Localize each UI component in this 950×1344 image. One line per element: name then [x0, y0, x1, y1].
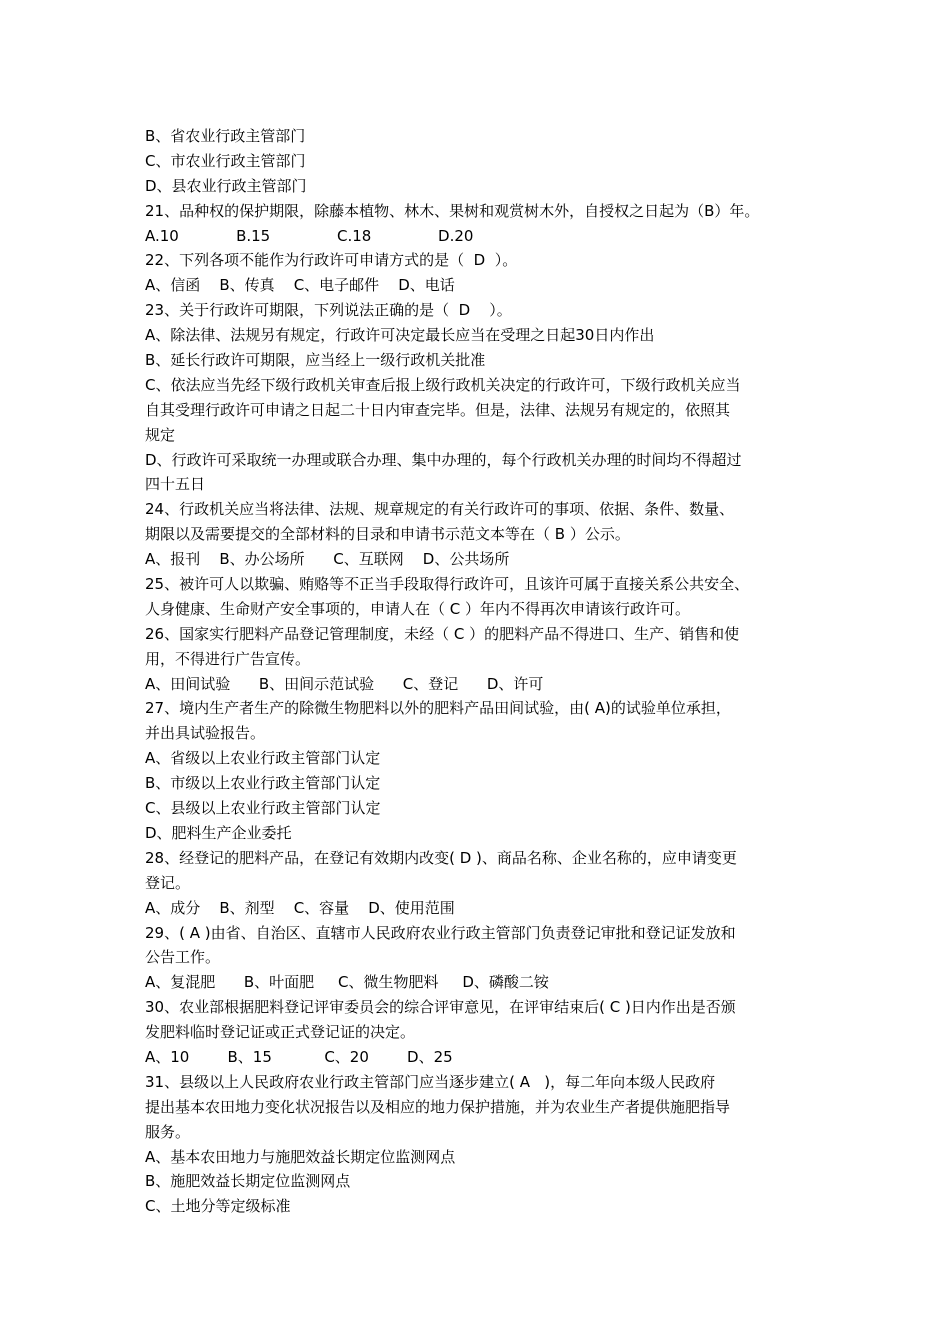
text-line: 自其受理行政许可申请之日起二十日内审查完毕。但是，法律、法规另有规定的，依照其	[145, 400, 731, 419]
text-line: 服务。	[145, 1122, 191, 1141]
text-line: B、市级以上农业行政主管部门认定	[145, 774, 381, 793]
document-body	[145, 124, 835, 1219]
text-line: 提出基本农田地力变化状况报告以及相应的地力保护措施，并为农业生产者提供施肥指导	[145, 1097, 731, 1116]
text-line: 公告工作。	[145, 948, 221, 967]
text-line: A、田间试验 B、田间示范试验 C、登记 D、许可	[145, 674, 544, 693]
text-line: B、延长行政许可期限，应当经上一级行政机关批准	[145, 351, 486, 370]
question-27: 27、境内生产者生产的除微生物肥料以外的肥料产品田间试验，由( A)的试验单位承担，	[145, 699, 731, 718]
text-line: C、依法应当先经下级行政机关审查后报上级行政机关决定的行政许可，下级行政机关应当	[145, 375, 741, 394]
text-line: A、报刊 B、办公场所 C、互联网 D、公共场所	[145, 550, 510, 569]
text-line: C、县级以上农业行政主管部门认定	[145, 799, 381, 818]
text-line: A、信函 B、传真 C、电子邮件 D、电话	[145, 276, 455, 295]
text-line: A、省级以上农业行政主管部门认定	[145, 749, 381, 768]
question-31: 31、县级以上人民政府农业行政主管部门应当逐步建立( A )，每二年向本级人民政府	[145, 1072, 716, 1091]
question-23: 23、关于行政许可期限，下列说法正确的是（ D ）。	[145, 301, 512, 320]
text-line: A、除法律、法规另有规定，行政许可决定最长应当在受理之日起30日内作出	[145, 326, 655, 345]
text-line: 人身健康、生命财产安全事项的，申请人在（ C ）年内不得再次申请该行政许可。	[145, 599, 691, 618]
text-line: D、肥料生产企业委托	[145, 823, 292, 842]
question-28: 28、经登记的肥料产品，在登记有效期内改变( D )、商品名称、企业名称的，应申请变更	[145, 848, 737, 867]
text-line: A、成分 B、剂型 C、容量 D、使用范围	[145, 898, 455, 917]
question-30: 30、农业部根据肥料登记评审委员会的综合评审意见，在评审结束后( C )日内作出是否颁	[145, 998, 736, 1017]
text-line: D、行政许可采取统一办理或联合办理、集中办理的，每个行政机关办理的时间均不得超过	[145, 450, 742, 469]
text-line: 登记。	[145, 873, 191, 892]
text-line: C、市农业行政主管部门	[145, 151, 306, 170]
text-line: A.10 B.15 C.18 D.20	[145, 226, 474, 245]
text-line: 期限以及需要提交的全部材料的目录和申请书示范文本等在（ B ）公示。	[145, 525, 630, 544]
text-line: B、施肥效益长期定位监测网点	[145, 1172, 351, 1191]
text-line: D、县农业行政主管部门	[145, 176, 307, 195]
question-29: 29、( A )由省、自治区、直辖市人民政府农业行政主管部门负责登记审批和登记证发放和	[145, 923, 736, 942]
question-25: 25、被许可人以欺骗、贿赂等不正当手段取得行政许可，且该许可属于直接关系公共安全、	[145, 575, 750, 594]
question-22: 22、下列各项不能作为行政许可申请方式的是（ D ）。	[145, 251, 518, 270]
text-line: 发肥料临时登记证或正式登记证的决定。	[145, 1023, 416, 1042]
text-line: A、基本农田地力与施肥效益长期定位监测网点	[145, 1147, 456, 1166]
question-24: 24、行政机关应当将法律、法规、规章规定的有关行政许可的事项、依据、条件、数量、	[145, 500, 735, 519]
question-26: 26、国家实行肥料产品登记管理制度，未经（ C ）的肥料产品不得进口、生产、销售和使	[145, 624, 740, 643]
text-line: B、省农业行政主管部门	[145, 127, 306, 145]
text-line: 并出具试验报告。	[145, 724, 266, 743]
text-line: A、10 B、15 C、20 D、25	[145, 1047, 453, 1066]
text-line: 规定	[145, 425, 176, 444]
text-line: 用，不得进行广告宣传。	[145, 649, 311, 668]
text-line: 四十五日	[145, 475, 206, 494]
text-line: C、土地分等定级标准	[145, 1197, 291, 1216]
question-21: 21、品种权的保护期限，除藤本植物、林木、果树和观赏树木外，自授权之日起为（B）年。	[145, 201, 760, 220]
text-line: A、复混肥 B、叶面肥 C、微生物肥料 D、磷酸二铵	[145, 973, 549, 992]
